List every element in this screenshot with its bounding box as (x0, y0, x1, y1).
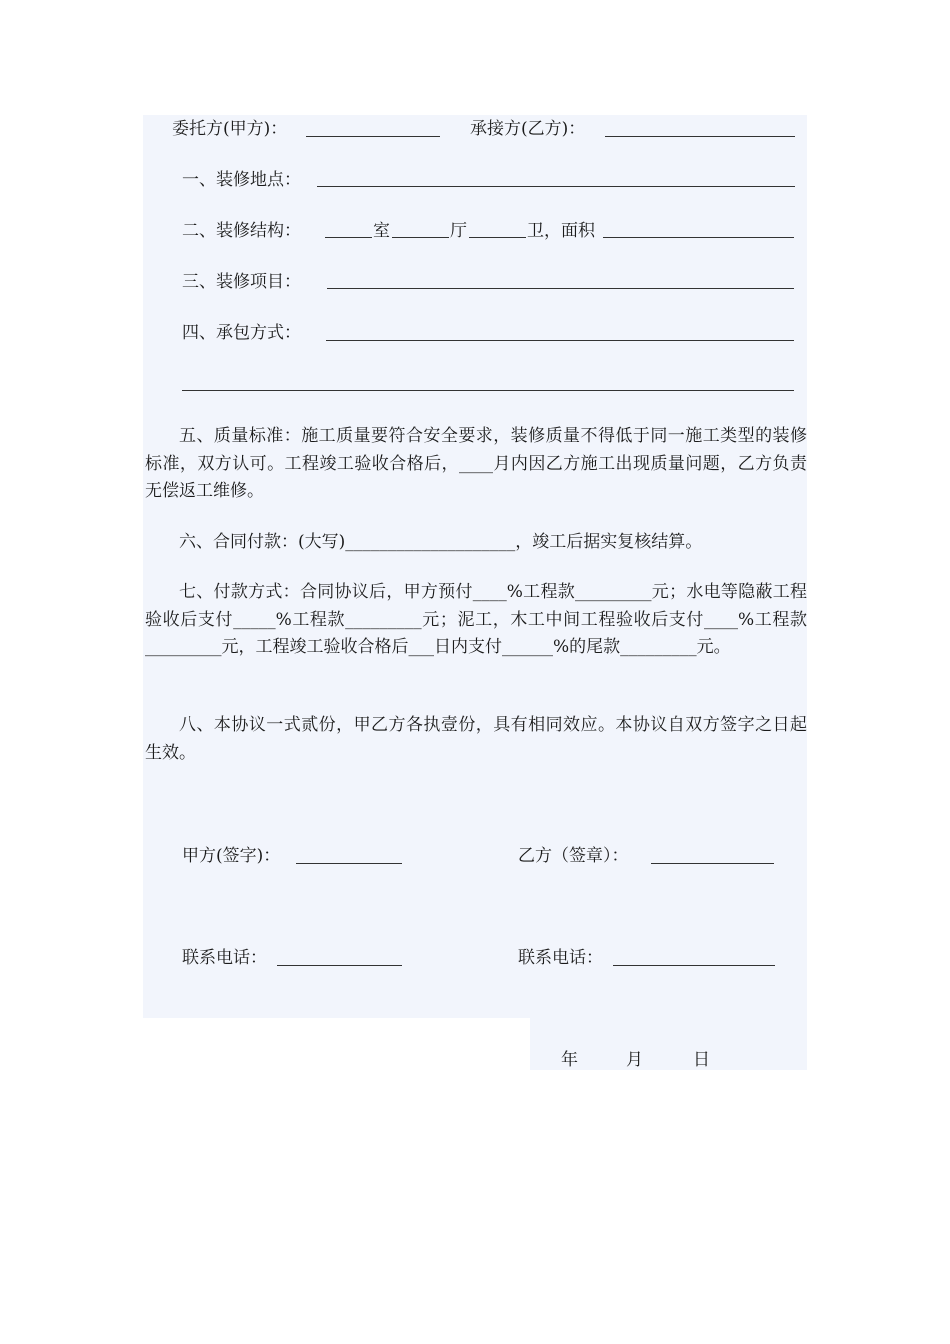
party-a-blank[interactable] (306, 136, 440, 137)
payment-amount-blank[interactable]: ____________________ (345, 532, 516, 552)
room-blank[interactable] (325, 237, 372, 238)
contract-mode-blank[interactable] (326, 340, 794, 341)
final-days-blank[interactable]: ___ (408, 637, 434, 657)
phone-a-label: 联系电话： (182, 948, 267, 968)
prepay-percent-blank[interactable]: ____ (472, 582, 507, 602)
midterm-percent-blank[interactable]: ____ (704, 609, 739, 630)
contract-mode-label: 四、承包方式： (182, 323, 301, 343)
party-a-sign-label: 甲方(签字)： (182, 846, 281, 866)
party-b-sign-label: 乙方（签章）： (518, 846, 629, 866)
date-day: 日 (693, 1050, 710, 1070)
midterm-amount-blank[interactable]: _________ (145, 637, 222, 657)
phone-b-blank[interactable] (613, 965, 775, 966)
bath-blank[interactable] (469, 237, 526, 238)
room-label: 室 (373, 221, 390, 241)
final-amount-blank[interactable]: _________ (620, 637, 697, 657)
party-a-label: 委托方(甲方)： (172, 119, 288, 139)
copies-paragraph: 八、本协议一式贰份，甲乙方各执壹份，具有相同效应。本协议自双方签字之日起生效。 (145, 715, 807, 763)
party-b-label: 承接方(乙方)： (470, 119, 586, 139)
hall-label: 厅 (450, 221, 467, 241)
project-blank[interactable] (327, 288, 794, 289)
prepay-amount-blank[interactable]: _________ (575, 582, 652, 602)
location-label: 一、装修地点： (182, 170, 301, 190)
bath-area-label: 卫，面积 (527, 221, 595, 241)
party-b-sign-blank[interactable] (651, 863, 774, 864)
plumbing-percent-blank[interactable]: _____ (233, 609, 276, 630)
quality-paragraph: 五、质量标准：施工质量要符合安全要求，装修质量不得低于同一施工类型的装修标准，双方认可。工程竣工验收合格后，____月内因乙方施工出现质量问题，乙方负责无偿返工维修。 (145, 426, 807, 501)
phone-a-blank[interactable] (277, 965, 402, 966)
party-b-blank[interactable] (605, 136, 795, 137)
project-label: 三、装修项目： (182, 272, 301, 292)
payment-method-paragraph: 七、付款方式：合同协议后，甲方预付____%工程款_________元；水电等隐蔽工程验收后支付_____%工程款_________元；泥工，木工中间工程验收后支付____%工程款_________元，工程竣工验收合格后___日内支付______%的尾款_________元。 (145, 582, 808, 657)
plumbing-amount-blank[interactable]: _________ (345, 609, 422, 630)
date-year: 年 (561, 1050, 578, 1070)
final-percent-blank[interactable]: ______ (502, 637, 553, 657)
quality-months-blank[interactable]: ____ (459, 453, 493, 474)
location-blank[interactable] (317, 186, 795, 187)
hall-blank[interactable] (392, 237, 449, 238)
phone-b-label: 联系电话： (518, 948, 603, 968)
area-blank[interactable] (603, 237, 794, 238)
payment-amount-paragraph: 六、合同付款：(大写)____________________，竣工后据实复核结算。 (179, 532, 703, 552)
date-month: 月 (626, 1050, 643, 1070)
contract-mode-blank-2[interactable] (182, 390, 794, 391)
structure-label: 二、装修结构： (182, 221, 301, 241)
party-a-sign-blank[interactable] (296, 863, 402, 864)
document-background (143, 115, 807, 1018)
